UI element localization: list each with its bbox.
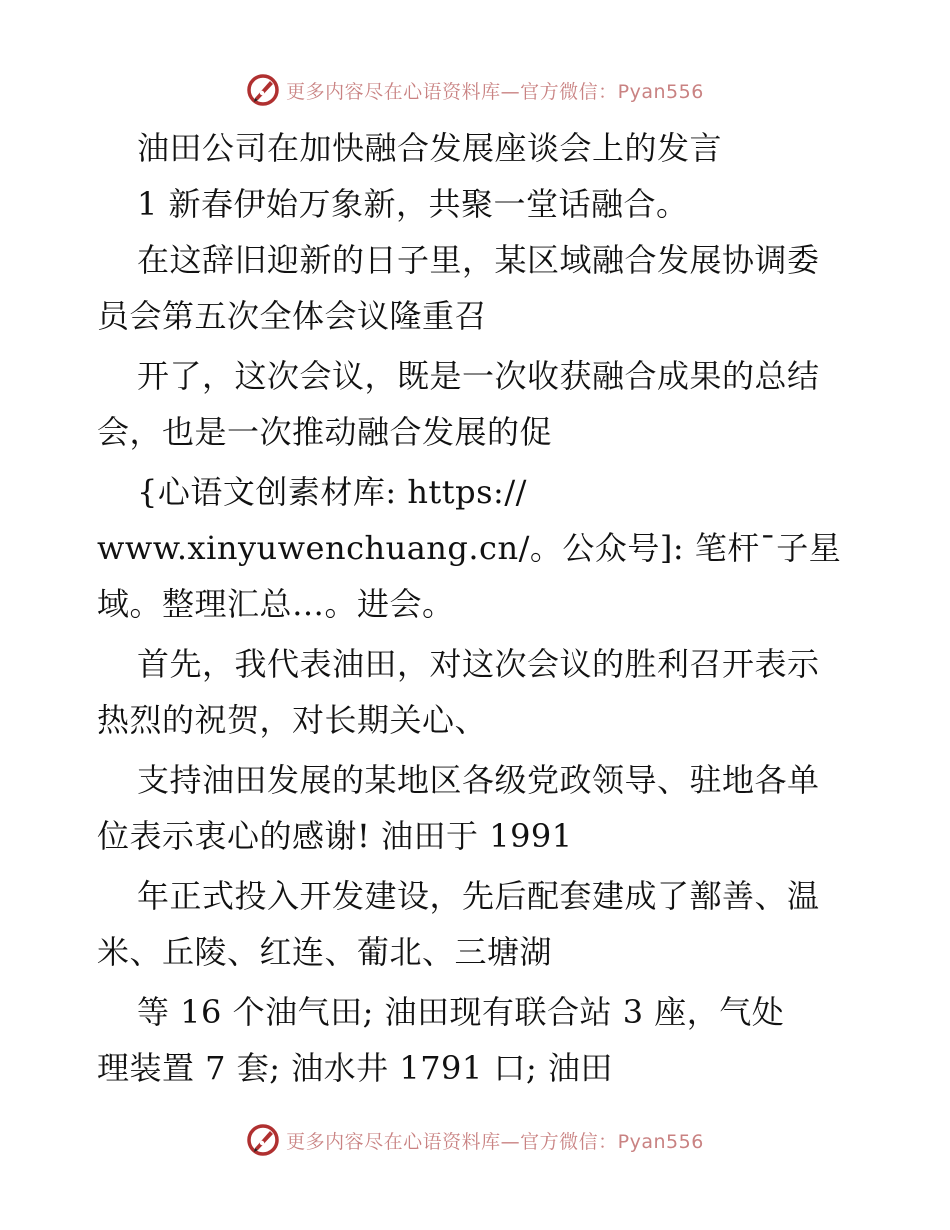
brush-logo-icon [246,73,280,107]
paragraph-line: 等 16 个油气田; 油田现有联合站 3 座，气处 [137,993,785,1031]
paragraph-line: 首先，我代表油田，对这次会议的胜利召开表示 [137,645,820,683]
paragraph-line: {心语文创素材库: https:// [137,473,527,511]
banner-text: 更多内容尽在心语资料库—官方微信：Pyan556 [286,80,704,103]
footer-banner [0,1120,950,1160]
paragraph-line: 理装置 7 套; 油水井 1791 口; 油田 [97,1049,613,1087]
document-title: 油田公司在加快融合发展座谈会上的发言 [137,129,723,167]
brush-logo-icon [246,1123,280,1157]
paragraph-line: 域。整理汇总…。进会。 [97,585,455,623]
paragraph-line: 在这辞旧迎新的日子里，某区域融合发展协调委 [137,241,820,279]
paragraph-line: 支持油田发展的某地区各级党政领导、驻地各单 [137,761,820,799]
document-body [97,126,867,1106]
paragraph-line: 位表示衷心的感谢! 油田于 1991 [97,817,573,855]
paragraph-line: 员会第五次全体会议隆重召 [97,297,488,335]
paragraph-line: www.xinyuwenchuang.cn/。公众号]: 笔杆¯子星 [97,529,842,567]
paragraph-line: 年正式投入开发建设，先后配套建成了鄯善、温 [137,877,820,915]
header-banner [0,70,950,110]
paragraph-line: 会，也是一次推动融合发展的促 [97,413,553,451]
paragraph-line: 1 新春伊始万象新，共聚一堂话融合。 [137,185,689,223]
banner-text: 更多内容尽在心语资料库—官方微信：Pyan556 [286,1130,704,1153]
paragraph-line: 米、丘陵、红连、葡北、三塘湖 [97,933,553,971]
paragraph-line: 热烈的祝贺，对长期关心、 [97,701,488,739]
paragraph-line: 开了，这次会议，既是一次收获融合成果的总结 [137,357,820,395]
